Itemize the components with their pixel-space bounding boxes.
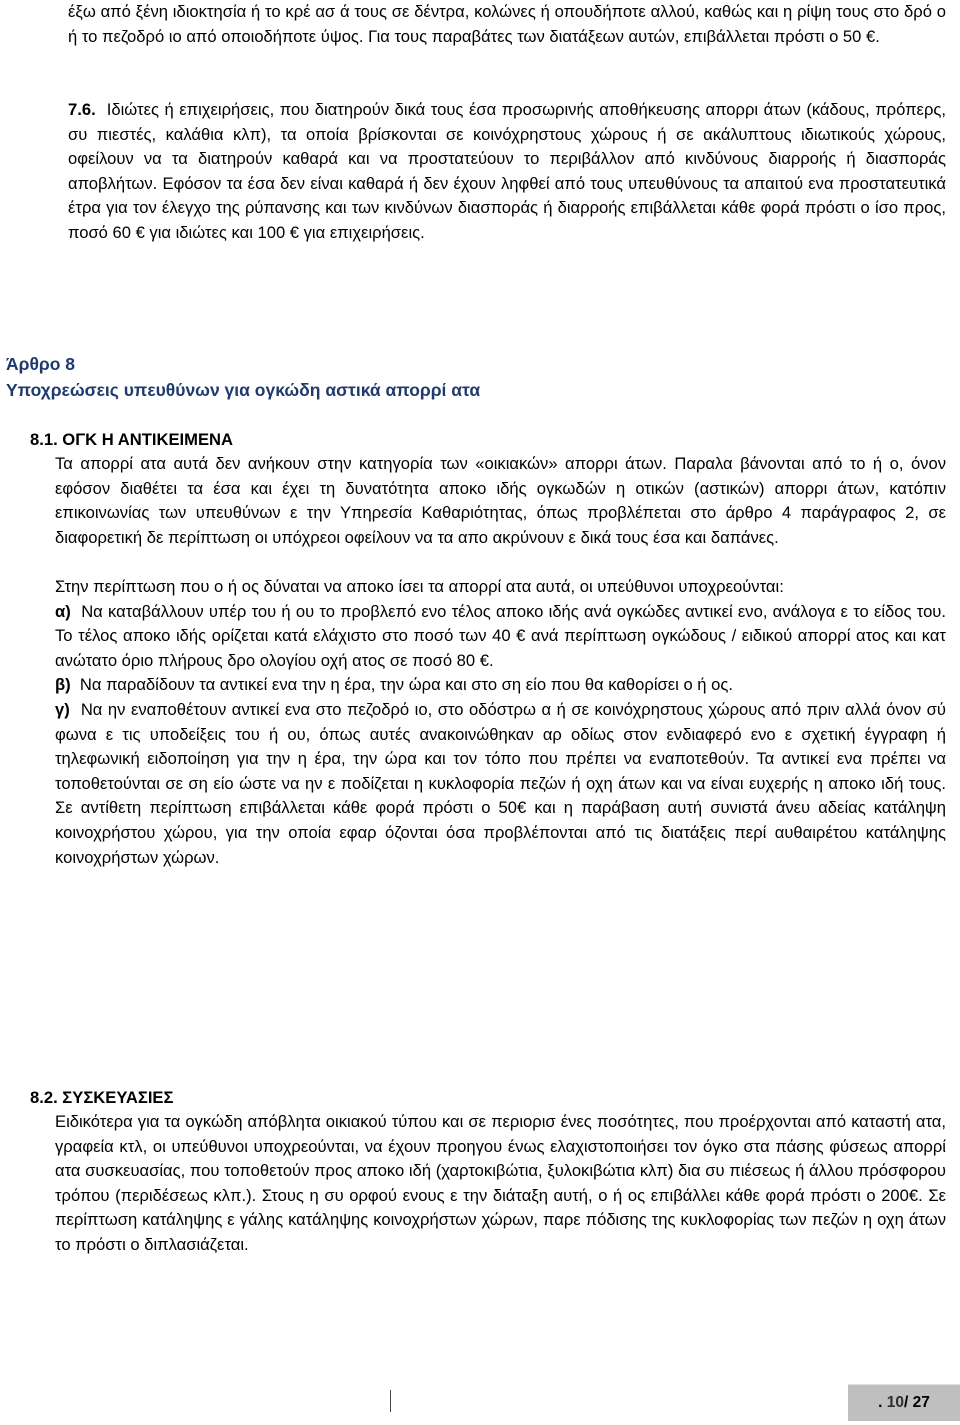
page-prefix: . (878, 1394, 883, 1411)
list-label-a: α) (55, 601, 71, 621)
section-number-7-6: 7.6. (68, 100, 96, 119)
section-8-1-body (55, 452, 946, 870)
section-8-1-para2-intro: Στην περίπτωση που ο ή ος δύναται να αποκο ίσει τα απορρί ατα αυτά, οι υπεύθυνοι υποχρεούνται: (55, 576, 784, 596)
list-item-a (55, 600, 946, 674)
page-footer (0, 1384, 960, 1425)
page-current: 10 (886, 1394, 904, 1411)
list-text-c: Να ην εναποθέτουν αντικεί ενα στο πεζοδρό ιο, στο οδόστρω α ή σε κοινόχρηστους χώρους από πριν αλλά όνον σύ φωνα ε τις υποδείξεις του ή ου, όπως αυτές ανακοινώθηκαν αρ οδίως στον ενδιαφερό ενο ε σχετική έγγραφη ή τηλεφωνική ειδοποίηση για την η έρα, την ώρα και τον τόπο που πρέπει να εναποτεθούν. Τα αντικεί ενα πρέπει να τοποθετούνται σε ση είο ώστε να ην ε ποδίζεται η κυκλοφορία πεζών ή οχη άτων και να είναι ευχερής η αποκο ιδή τους. Σε αντίθετη περίπτωση επιβάλλεται κάθε φορά πρόστι ο 50€ και η παράβαση αυτή συνιστά άνευ αδείας κατάληψη κοινοχρήστου χώρου, για την οποία εφαρ όζονται όσα προβλέπονται από τις διατάξεις περί αυθαιρέτου κατάληψης κοινοχρήστων χώρων. (55, 699, 946, 867)
article-title: Υποχρεώσεις υπευθύνων για ογκώδη αστικά απορρί ατα (6, 380, 481, 400)
page-total: 27 (912, 1394, 930, 1411)
page-number-box (848, 1384, 960, 1421)
section-heading-8-1: 8.1. ΟΓΚ Η ΑΝΤΙΚΕΙΜΕΝΑ (30, 430, 233, 449)
paragraph-gap (55, 550, 946, 575)
page-separator: / (904, 1394, 909, 1411)
section-heading-8-2: 8.2. ΣΥΣΚΕΥΑΣΙΕΣ (30, 1088, 174, 1107)
footer-divider (390, 1390, 391, 1412)
list-item-b (55, 673, 946, 698)
section-7-6-text: Ιδιώτες ή επιχειρήσεις, που διατηρούν δικά τους έσα προσωρινής αποθήκευσης απορρι άτων (κάδους, πρόπερς, συ πιεστές, καλάθια κλπ), τα οποία βρίσκονται σε κοινόχρηστους χώρους ή σε ακάλυπτους ιδιωτικούς χώρους, οφείλουν να τα διατηρούν καθαρά και να προστατεύουν το περιβάλλον από κινδύνους διαρροής ή διασποράς αποβλήτων. Εφόσον τα έσα δεν είναι καθαρά ή δεν έχουν ληφθεί από τους υπευθύνους τα απαιτού ενα προστατευτικά έτρα για τον έλεγχο της ρύπανσης και των κινδύνων διασποράς ή διαρροής επιβάλλεται κάθε φορά πρόστι ο ίσο προς, ποσό 60 € για ιδιώτες και 100 € για επιχειρήσεις. (68, 100, 946, 242)
list-text-b: Να παραδίδουν τα αντικεί ενα την η έρα, την ώρα και στο ση είο που θα καθορίσει ο ή ος. (79, 675, 733, 695)
paragraph-7-6 (68, 98, 946, 246)
article-number: Άρθρο 8 (6, 354, 76, 374)
list-item-c (55, 698, 946, 870)
paragraph-continuation: έξω από ξένη ιδιοκτησία ή το κρέ ασ ά τους σε δέντρα, κολώνες ή οπουδήποτε αλλού, καθώς και η ρίψη τους στο δρό ο ή το πεζοδρό ιο από οποιοδήποτε ύψος. Για τους παραβάτες των διατάξεων αυτών, επιβάλλεται πρόστι ο 50 €. (68, 2, 946, 46)
list-label-b: β) (55, 675, 71, 695)
section-8-1-para1: Τα απορρί ατα αυτά δεν ανήκουν στην κατηγορία των «οικιακών» απορρι άτων. Παραλα βάνονται από το ή ο, όνον εφόσον διαθέτει τα έσα και έχει τη δυνατότητα αποκο ιδής ογκωδών η οτικών (αστικών) απορρι άτων, κατόπιν επικοινωνίας των υπευθύνων ε την Υπηρεσία Καθαριότητας, όπως προβλέπεται στο άρθρο 4 παράγραφος 2, σε διαφορετική δε περίπτωση οι υπόχρεοι οφείλουν να τα απο ακρύνουν ε δικά τους έσα και δαπάνες. (55, 454, 946, 547)
section-8-2-body: Ειδικότερα για τα ογκώδη απόβλητα οικιακού τύπου και σε περιορισ ένες ποσότητες, που προέρχονται από καταστή ατα, γραφεία κτλ, οι υπεύθυνοι υποχρεούνται, να έχουν προηγου ένως ελαχιστοποιήσει τον όγκο στα πάσης φύσεως απορρί ατα συσκευασίας, που τοποθετούν προς αποκο ιδή (χαρτοκιβώτια, ξυλοκιβώτια κλπ) δια συ πιέσεως ή άλλου πρόσφορου τρόπου (περιδέσεως κλπ.). Στους η συ ορφού ενους ε την διάταξη αυτή, ο ή ος επιβάλλει κάθε φορά πρόστι ο 200€. Σε περίπτωση κατάληψης ε γάλης κατάληψης κοινοχρήστων χώρων, παρε πόδισης της κυκλοφορίας των πεζών η οχη άτων το πρόστι ο διπλασιάζεται. (55, 1112, 946, 1254)
list-label-c: γ) (55, 699, 70, 719)
list-text-a: Να καταβάλλουν υπέρ του ή ου το προβλεπό ενο τέλος αποκο ιδής ανά ογκώδες αντικεί ενο, ανάλογα ε το είδος του. Το τέλος αποκο ιδής ορίζεται κατά ελάχιστο στο ποσό των 40 € ανά περίπτωση ογκώδους / ειδικού απορρί ατος και κατ ανώτατο όριο πλήρους δρο ολογίου οχή ατος σε ποσό 80 €. (55, 601, 946, 670)
